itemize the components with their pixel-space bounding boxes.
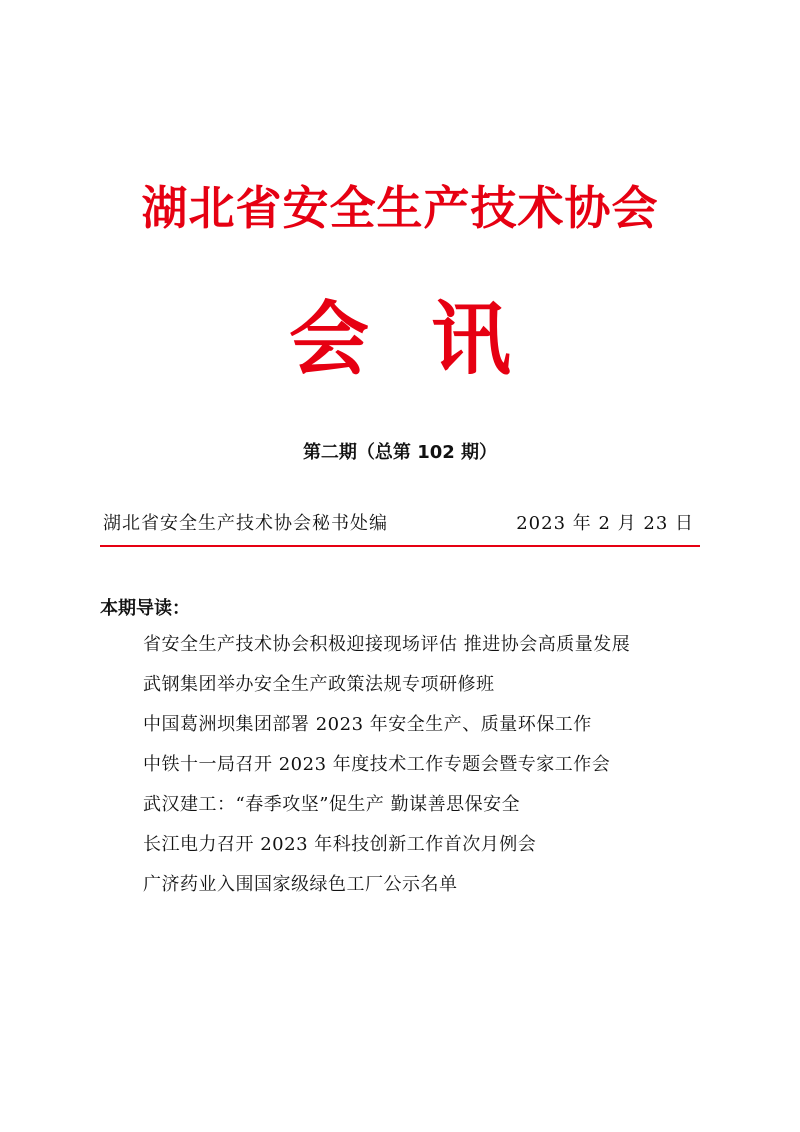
toc-item: 广济药业入围国家级绿色工厂公示名单	[143, 874, 458, 895]
editor-line: 湖北省安全生产技术协会秘书处编	[103, 513, 388, 534]
publication-date: 2023 年 2 月 23 日	[516, 513, 694, 534]
toc-item: 中铁十一局召开 2023 年度技术工作专题会暨专家工作会	[143, 754, 611, 775]
toc-list	[143, 632, 630, 912]
toc-item: 长江电力召开 2023 年科技创新工作首次月例会	[143, 834, 537, 855]
toc-item: 中国葛洲坝集团部署 2023 年安全生产、质量环保工作	[143, 714, 592, 735]
issue-number: 第二期（总第 102 期）	[302, 442, 498, 463]
toc-item: 武汉建工：“春季攻坚”促生产 勤谋善思保安全	[143, 794, 521, 815]
red-divider	[100, 545, 700, 547]
toc-heading: 本期导读：	[100, 598, 190, 619]
publication-title: 会讯	[289, 293, 573, 386]
toc-item: 武钢集团举办安全生产政策法规专项研修班	[143, 674, 495, 695]
toc-item: 省安全生产技术协会积极迎接现场评估 推进协会高质量发展	[143, 634, 631, 655]
organization-title: 湖北省安全生产技术协会	[141, 181, 659, 235]
